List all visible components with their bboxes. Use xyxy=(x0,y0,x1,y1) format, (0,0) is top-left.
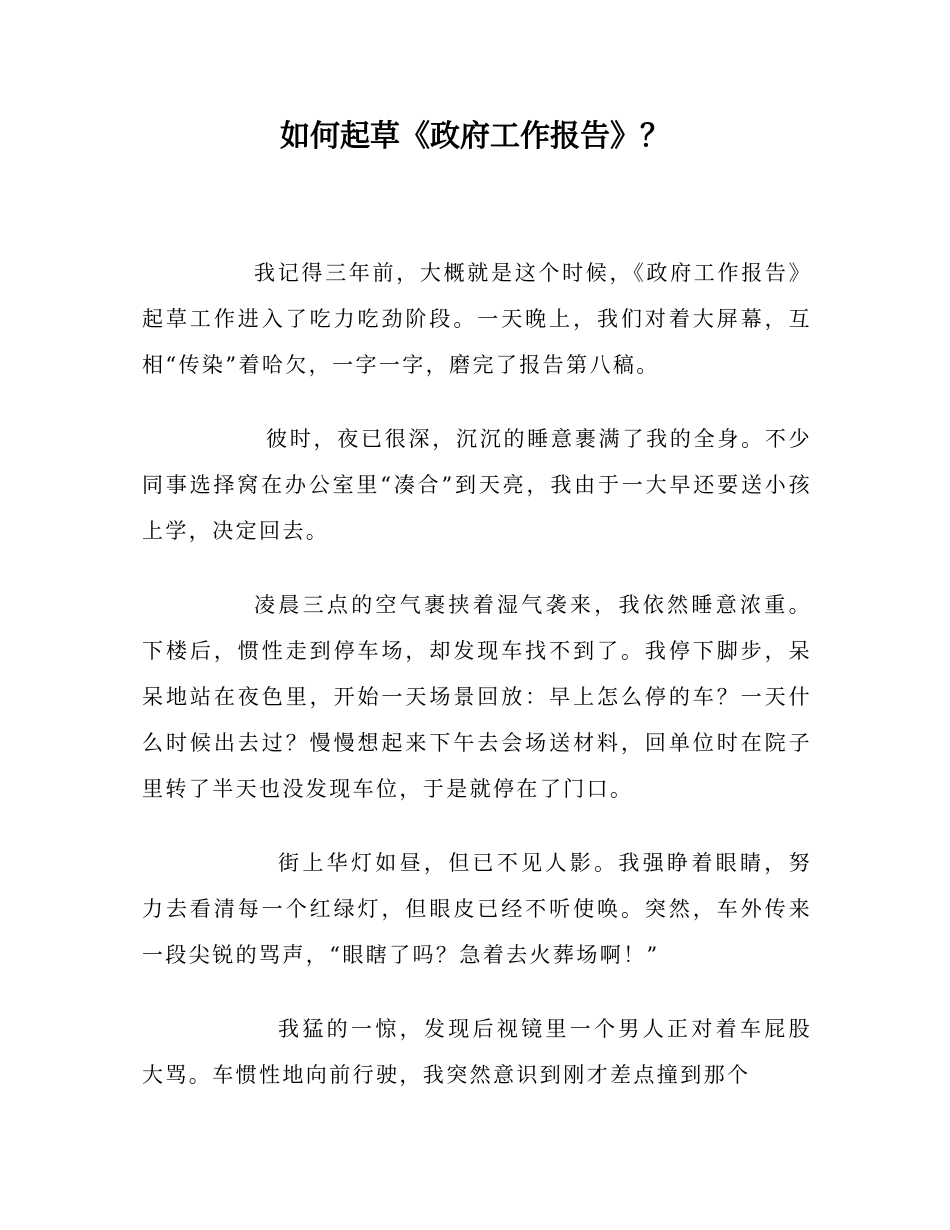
document-body xyxy=(142,250,812,1126)
document-title: 如何起草《政府工作报告》？ xyxy=(280,119,670,154)
paragraph-1: 我记得三年前，大概就是这个时候，《政府工作报告》起草工作进入了吃力吃劲阶段。一天晚上，我们对着大屏幕，互相“传染”着哈欠，一字一字，磨完了报告第八稿。 xyxy=(142,261,812,377)
paragraph-4: 街上华灯如昼，但已不见人影。我强睁着眼睛，努力去看清每一个红绿灯，但眼皮已经不听使唤。突然，车外传来一段尖锐的骂声，“眼瞎了吗？急着去火葬场啊！” xyxy=(142,851,812,967)
paragraph-2: 彼时，夜已很深，沉沉的睡意裹满了我的全身。不少同事选择窝在办公室里“凑合”到天亮，我由于一大早还要送小孩上学，决定回去。 xyxy=(142,427,812,543)
paragraph-3: 凌晨三点的空气裹挟着湿气袭来，我依然睡意浓重。下楼后，惯性走到停车场，却发现车找不到了。我停下脚步，呆呆地站在夜色里，开始一天场景回放：早上怎么停的车？一天什么时候出去过？慢慢想起来下午去会场送材料，回单位时在院子里转了半天也没发现车位，于是就停在了门口。 xyxy=(142,593,812,801)
paragraph-5: 我猛的一惊，发现后视镜里一个男人正对着车屁股大骂。车惯性地向前行驶，我突然意识到刚才差点撞到那个 xyxy=(142,1017,812,1087)
